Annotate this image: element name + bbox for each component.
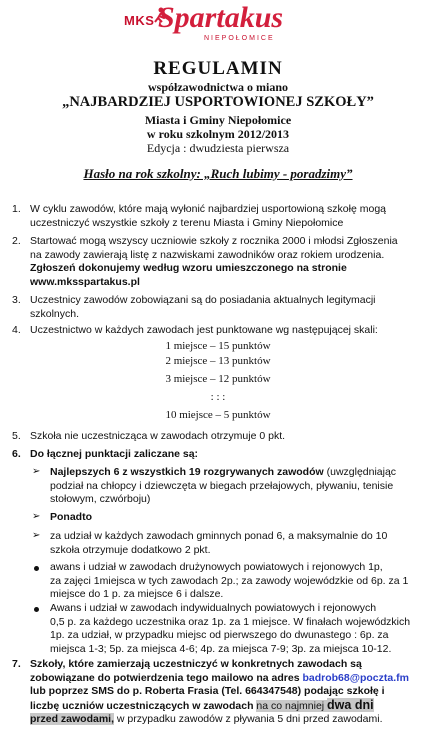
highlighted-text: przed zawodami,	[30, 713, 115, 725]
text-line: W cyklu zawodów, które mają wyłonić najbardziej usportowioną szkołę mogą	[30, 203, 386, 215]
text-line: Szkoły, które zamierzają uczestniczyć w konkretnych zawodach są	[30, 658, 362, 670]
paragraph-5: Szkoła nie uczestnicząca w zawodach otrzymuje 0 pkt.	[30, 430, 286, 442]
highlighted-text: dwa dni	[327, 697, 374, 712]
scale-row: 10 miejsce – 5 punktów	[165, 409, 271, 421]
text-line: szkolnych.	[30, 307, 80, 320]
arrow-bullet-icon: ➢	[32, 511, 41, 522]
points-rule-2: Ponadto	[50, 511, 92, 523]
bullet-dot-icon	[34, 566, 39, 571]
item-number: 7.	[12, 658, 21, 670]
text-line: Awans i udział w zawodach indywidualnych powiatowych i rejonowych	[50, 602, 377, 614]
website-link[interactable]: www.mksspartakus.pl	[30, 275, 140, 288]
bullet-dot-icon	[34, 607, 39, 612]
points-rule-1	[50, 466, 430, 507]
paragraph-6: Do łącznej punktacji zaliczane są:	[30, 448, 199, 460]
region-line: Miasta i Gminy Niepołomice	[144, 113, 292, 127]
school-year-line: w roku szkolnym 2012/2013	[146, 127, 290, 141]
motto: Hasło na rok szkolny: „Ruch lubimy - poradzimy”	[83, 166, 353, 181]
highlighted-text: na co najmniej	[256, 699, 328, 712]
text-line: w przypadku zawodów z pływania 5 dni przed zawodami.	[114, 713, 383, 725]
points-rule-3	[50, 530, 430, 557]
points-rule-5	[50, 602, 430, 656]
paragraph-1	[30, 203, 430, 230]
arrow-bullet-icon: ➢	[32, 530, 41, 541]
competition-name: „NAJBARDZIEJ USPORTOWIONEJ SZKOŁY”	[62, 94, 374, 110]
text-line: Startować mogą wszyscy uczniowie szkoły z rocznika 2000 i młodsi Zgłoszenia	[30, 235, 398, 247]
text-bold: Najlepszych 6 z wszystkich 19 rozgrywanych zawodów	[50, 466, 324, 478]
text-line: miejsca 1-3; 5p. za miejsca 4-6; 4p. za miejsca 7-9; 3p. za miejsca 10-12.	[50, 642, 392, 655]
scale-row: 1 miejsce – 15 punktów	[165, 340, 271, 352]
paragraph-3	[30, 294, 430, 321]
text-line: miejsce do 1 p. za miejsce 6 i dalsze.	[50, 588, 224, 600]
text-line: za udział w każdych zawodach gminnych ponad 6, a maksymalnie do 10	[50, 530, 388, 542]
arrow-bullet-icon: ➢	[32, 466, 41, 477]
text-line: stołowym, czwórboju)	[50, 493, 151, 505]
paragraph-7	[30, 658, 430, 727]
scale-row: 3 miejsce – 12 punktów	[165, 373, 271, 385]
text-line: awans i udział w zawodach drużynowych powiatowych i rejonowych 1p,	[50, 561, 383, 573]
email-link[interactable]: badrob68@poczta.fm	[302, 671, 409, 684]
text-line: uczestniczyć wszystkie szkoły z terenu Miasta i Gminy Niepołomice	[30, 216, 344, 229]
spartakus-logo	[112, 3, 332, 45]
item-number: 1.	[12, 203, 21, 215]
text-line: Uczestnicy zawodów zobowiązani są do posiadania aktualnych legitymacji	[30, 294, 376, 306]
text-line: (uwzględniając	[323, 466, 397, 478]
text-line: za zajęci 1miejsca w tych zawodach 2p.; za zawody wojewódzkie od 6p. za 1	[50, 574, 409, 587]
text-line: szkoła otrzymuje dodatkowo 2 pkt.	[50, 543, 211, 556]
points-rule-4	[50, 561, 430, 602]
text-line: podział na chłopcy i dziewczęta w biegach przełajowych, pływaniu, tenisie	[50, 479, 394, 492]
logo-subtitle: NIEPOŁOMICE	[204, 35, 275, 42]
page-title: REGULAMIN	[153, 58, 283, 79]
edition-line: Edycja : dwudziesta pierwsza	[146, 141, 290, 155]
text-line: 0,5 p. za każdego uczestnika oraz 1p. za 1 miejsce. W finałach wojewódzkich	[50, 615, 411, 628]
paragraph-2	[30, 235, 430, 289]
item-number: 5.	[12, 430, 21, 442]
paragraph-4: Uczestnictwo w każdych zawodach jest punktowane wg następującej skali:	[30, 324, 378, 336]
text-line: lub poprzez SMS do p. Roberta Frasia (Tel. 664347548) podając szkołę i	[30, 685, 385, 697]
item-number: 4.	[12, 324, 21, 336]
text-line: na zawody zawierają listę z nazwiskami zawodników oraz rokiem urodzenia.	[30, 248, 385, 261]
text-line: Zgłoszeń dokonujemy według wzoru umieszczonego na stronie	[30, 262, 347, 274]
logo-brand: Spartakus	[158, 1, 284, 34]
scale-row: 2 miejsce – 13 punktów	[165, 355, 271, 367]
scale-ellipsis: : : :	[210, 391, 226, 403]
text-line: zobowiązane do potwierdzenia tego mailowo na adres	[30, 671, 303, 684]
text-line: liczbę uczniów uczestniczących w zawodach	[30, 699, 257, 712]
item-number: 3.	[12, 294, 21, 306]
subtitle-line: współzawodnictwa o miano	[147, 80, 288, 94]
text-line: 1p. za udział, w przypadku miejsc od pierwszego do dwunastego : 6p. za	[50, 629, 389, 641]
item-number: 2.	[12, 235, 21, 247]
item-number: 6.	[12, 448, 21, 460]
logo-prefix: MKS	[124, 13, 155, 28]
